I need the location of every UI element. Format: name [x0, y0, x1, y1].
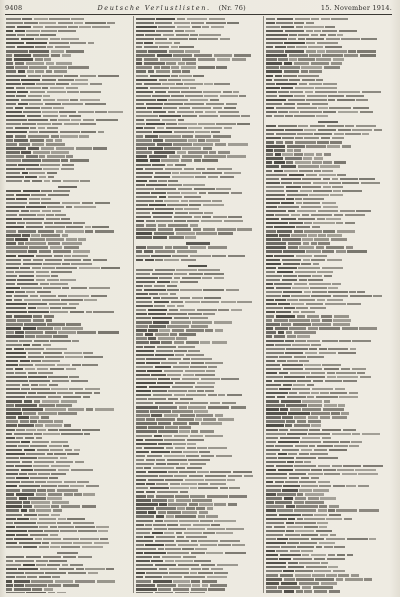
list-entry: [136, 592, 261, 593]
column-left: [6, 17, 131, 593]
page-date: 15. November 1914.: [320, 4, 392, 12]
list-entry: [6, 179, 131, 183]
list-entry: [266, 590, 392, 593]
list-entry: [136, 57, 261, 61]
page-header: [5, 3, 392, 13]
header-rule: [5, 14, 392, 15]
page-title: Deutsche Verlustlisten.: [97, 4, 211, 12]
list-entry: [6, 545, 131, 549]
column-divider: [263, 16, 264, 593]
header-title-group: [97, 4, 245, 12]
list-entry: [266, 114, 392, 118]
issue-number: (Nr. 76): [218, 4, 246, 12]
list-entry: [6, 592, 131, 593]
list-entry: [136, 142, 261, 146]
column-divider: [133, 16, 134, 593]
list-entry: [266, 327, 392, 331]
list-entry: [6, 407, 131, 411]
page-number: 9408: [5, 4, 23, 12]
list-entry: [136, 236, 261, 240]
column-right: [266, 17, 392, 593]
column-middle: [136, 17, 261, 593]
list-entry: [136, 258, 261, 262]
